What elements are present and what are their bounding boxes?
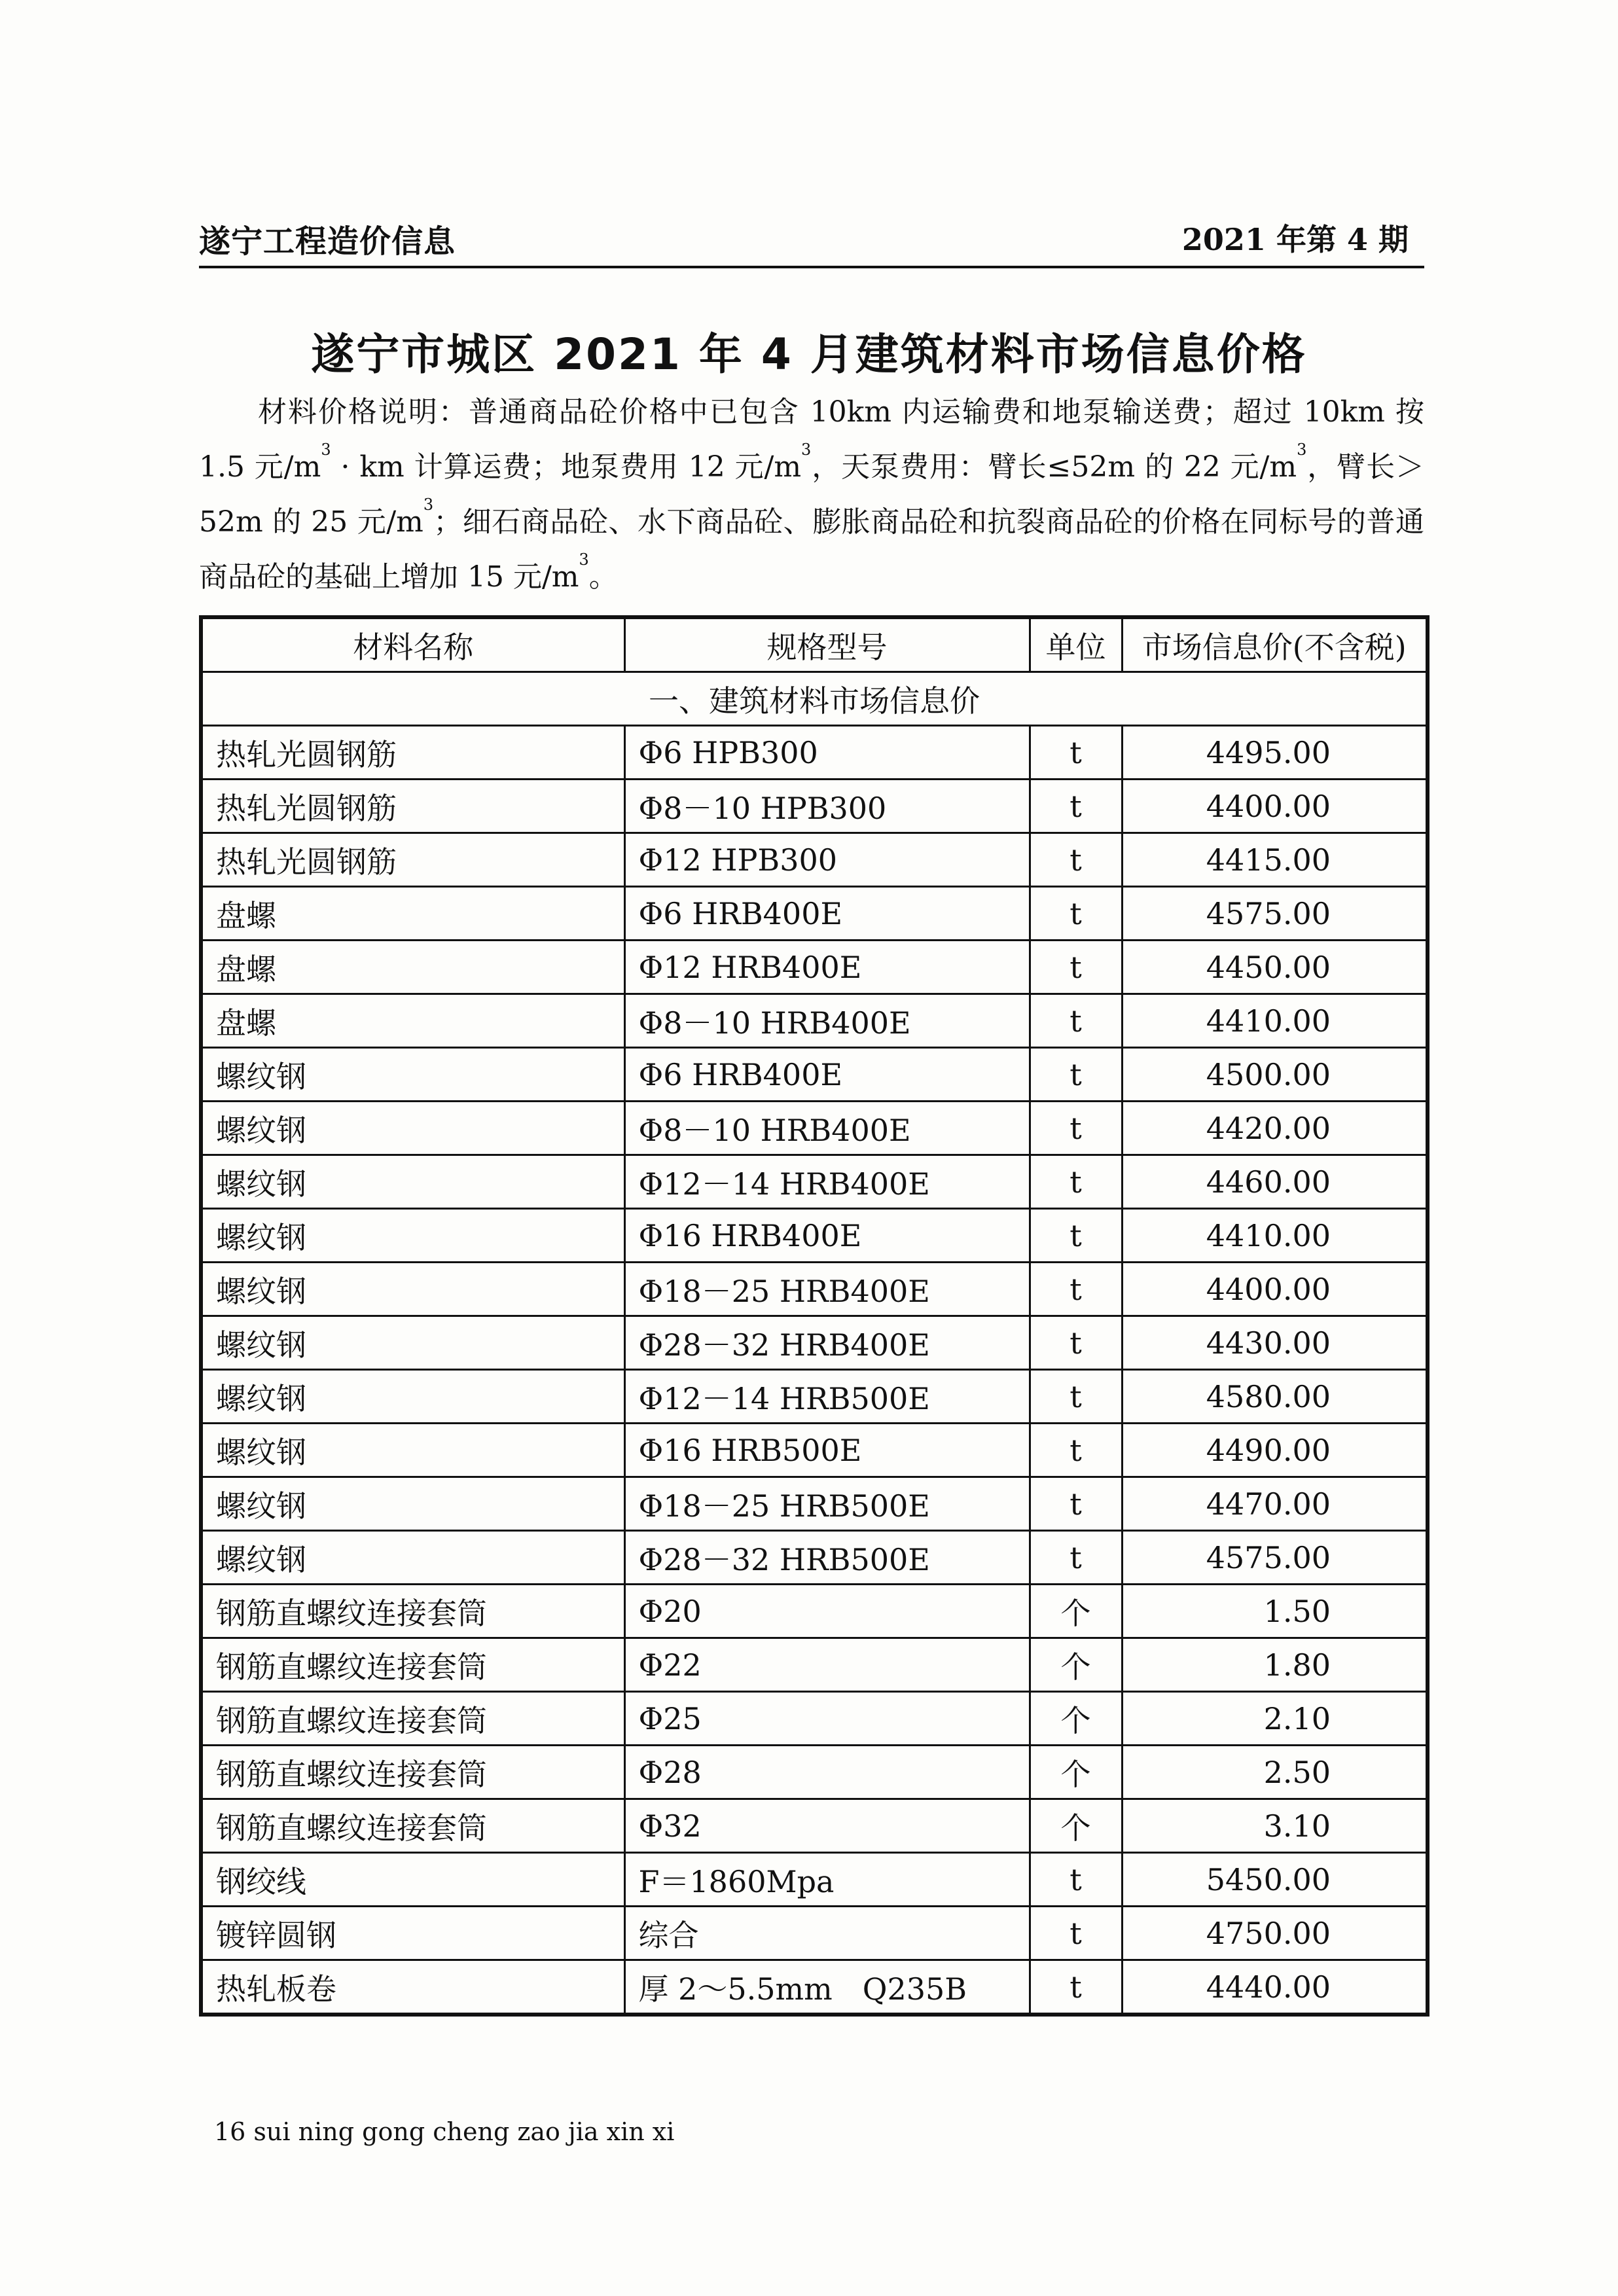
- cell-price: 4430.00: [1122, 1316, 1428, 1370]
- cell-unit: t: [1030, 887, 1122, 941]
- cell-unit: 个: [1030, 1692, 1122, 1746]
- cell-price: 2.10: [1122, 1692, 1428, 1746]
- cell-unit: t: [1030, 1960, 1122, 2015]
- desc-part: 。: [588, 560, 618, 594]
- cell-spec: 综合: [624, 1907, 1030, 1960]
- cell-price: 1.50: [1122, 1585, 1428, 1638]
- cell-spec: F＝1860Mpa: [624, 1853, 1030, 1907]
- table-row: [201, 1799, 1428, 1853]
- cell-unit: 个: [1030, 1585, 1122, 1638]
- cell-name: 螺纹钢: [201, 1370, 624, 1424]
- cell-spec: Φ18－25 HRB500E: [624, 1477, 1030, 1531]
- cell-name: 螺纹钢: [201, 1155, 624, 1209]
- cell-name: 钢绞线: [201, 1853, 624, 1907]
- table-row: [201, 1209, 1428, 1263]
- page-title: 遂宁市城区 2021 年 4 月建筑材料市场信息价格: [311, 329, 1307, 380]
- col-header-price: 市场信息价(不含税): [1122, 617, 1428, 672]
- cell-name: 热轧光圆钢筋: [201, 780, 624, 833]
- table-row: [201, 1960, 1428, 2015]
- cell-name: 螺纹钢: [201, 1102, 624, 1155]
- cell-price: 4490.00: [1122, 1424, 1428, 1477]
- cell-name: 螺纹钢: [201, 1316, 624, 1370]
- cell-unit: t: [1030, 833, 1122, 887]
- cell-spec: Φ25: [624, 1692, 1030, 1746]
- table-row: [201, 1585, 1428, 1638]
- table-row: [201, 994, 1428, 1048]
- cell-price: 4575.00: [1122, 887, 1428, 941]
- cell-spec: Φ22: [624, 1638, 1030, 1692]
- table-row: [201, 1638, 1428, 1692]
- cell-name: 螺纹钢: [201, 1209, 624, 1263]
- table-row: [201, 1531, 1428, 1585]
- cell-spec: Φ12 HRB400E: [624, 941, 1030, 994]
- cell-price: 4750.00: [1122, 1907, 1428, 1960]
- table-row: [201, 1048, 1428, 1102]
- superscript: 3: [801, 440, 812, 459]
- col-header-unit: 单位: [1030, 617, 1122, 672]
- table-row: [201, 1370, 1428, 1424]
- cell-spec: Φ6 HRB400E: [624, 887, 1030, 941]
- table-row: [201, 1263, 1428, 1316]
- cell-name: 热轧光圆钢筋: [201, 833, 624, 887]
- cell-spec: Φ20: [624, 1585, 1030, 1638]
- cell-unit: t: [1030, 1102, 1122, 1155]
- cell-name: 盘螺: [201, 994, 624, 1048]
- cell-unit: t: [1030, 1370, 1122, 1424]
- cell-unit: t: [1030, 1531, 1122, 1585]
- cell-name: 钢筋直螺纹连接套筒: [201, 1746, 624, 1799]
- table-row: [201, 1155, 1428, 1209]
- price-description: [199, 385, 1424, 605]
- desc-part: 材料价格说明：普通商品砼价格中已包含 10km 内运输费和地泵输送费；超过 10km 按 1.5 元/m: [199, 395, 1424, 484]
- publication-name: 遂宁工程造价信息: [199, 223, 456, 260]
- cell-unit: t: [1030, 1209, 1122, 1263]
- cell-spec: Φ6 HRB400E: [624, 1048, 1030, 1102]
- cell-price: 4420.00: [1122, 1102, 1428, 1155]
- superscript: 3: [1297, 440, 1307, 459]
- cell-spec: Φ12－14 HRB400E: [624, 1155, 1030, 1209]
- table-row: [201, 1102, 1428, 1155]
- cell-spec: Φ16 HRB500E: [624, 1424, 1030, 1477]
- cell-spec: Φ28－32 HRB500E: [624, 1531, 1030, 1585]
- cell-price: 4410.00: [1122, 1209, 1428, 1263]
- col-header-name: 材料名称: [201, 617, 624, 672]
- cell-unit: t: [1030, 994, 1122, 1048]
- table-row: [201, 726, 1428, 780]
- cell-price: 4440.00: [1122, 1960, 1428, 2015]
- cell-price: 4400.00: [1122, 1263, 1428, 1316]
- cell-unit: 个: [1030, 1799, 1122, 1853]
- cell-name: 热轧光圆钢筋: [201, 726, 624, 780]
- cell-unit: 个: [1030, 1746, 1122, 1799]
- cell-price: 4410.00: [1122, 994, 1428, 1048]
- cell-spec: Φ28－32 HRB400E: [624, 1316, 1030, 1370]
- table-row: [201, 1692, 1428, 1746]
- section-title: 一、建筑材料市场信息价: [201, 672, 1428, 726]
- cell-price: 4415.00: [1122, 833, 1428, 887]
- cell-spec: Φ12 HPB300: [624, 833, 1030, 887]
- cell-unit: t: [1030, 941, 1122, 994]
- superscript: 3: [321, 440, 331, 459]
- desc-part: ；细石商品砼、水下商品砼、膨胀商品砼和抗裂商品砼的价格在同标号的普通商品砼的基础上增加 15 元/m: [199, 505, 1424, 594]
- cell-name: 螺纹钢: [201, 1424, 624, 1477]
- table-row: [201, 1424, 1428, 1477]
- cell-unit: t: [1030, 1907, 1122, 1960]
- cell-price: 4580.00: [1122, 1370, 1428, 1424]
- table-row: [201, 833, 1428, 887]
- cell-unit: t: [1030, 1853, 1122, 1907]
- cell-spec: Φ8－10 HRB400E: [624, 1102, 1030, 1155]
- cell-name: 热轧板卷: [201, 1960, 624, 2015]
- table-row: [201, 1907, 1428, 1960]
- cell-unit: t: [1030, 1424, 1122, 1477]
- cell-name: 钢筋直螺纹连接套筒: [201, 1638, 624, 1692]
- cell-spec: Φ6 HPB300: [624, 726, 1030, 780]
- cell-unit: t: [1030, 1477, 1122, 1531]
- cell-spec: Φ28: [624, 1746, 1030, 1799]
- desc-part: ，臂长＞52m 的 25 元/m: [199, 450, 1424, 539]
- table-row: [201, 887, 1428, 941]
- cell-price: 2.50: [1122, 1746, 1428, 1799]
- cell-price: 3.10: [1122, 1799, 1428, 1853]
- cell-spec: Φ18－25 HRB400E: [624, 1263, 1030, 1316]
- cell-unit: t: [1030, 780, 1122, 833]
- cell-price: 4575.00: [1122, 1531, 1428, 1585]
- table-row: [201, 1746, 1428, 1799]
- col-header-spec: 规格型号: [624, 617, 1030, 672]
- cell-name: 镀锌圆钢: [201, 1907, 624, 1960]
- cell-spec: Φ8－10 HRB400E: [624, 994, 1030, 1048]
- cell-name: 钢筋直螺纹连接套筒: [201, 1585, 624, 1638]
- cell-name: 螺纹钢: [201, 1048, 624, 1102]
- table-header-row: [201, 617, 1428, 672]
- table-row: [201, 941, 1428, 994]
- cell-name: 盘螺: [201, 941, 624, 994]
- cell-spec: Φ16 HRB400E: [624, 1209, 1030, 1263]
- desc-part: · km 计算运费；地泵费用 12 元/m: [331, 450, 802, 484]
- cell-unit: t: [1030, 726, 1122, 780]
- cell-name: 钢筋直螺纹连接套筒: [201, 1799, 624, 1853]
- cell-spec: Φ12－14 HRB500E: [624, 1370, 1030, 1424]
- cell-price: 4460.00: [1122, 1155, 1428, 1209]
- cell-spec: 厚 2～5.5mm Q235B: [624, 1960, 1030, 2015]
- cell-name: 盘螺: [201, 887, 624, 941]
- cell-price: 4495.00: [1122, 726, 1428, 780]
- superscript: 3: [579, 550, 589, 569]
- cell-spec: Φ8－10 HPB300: [624, 780, 1030, 833]
- cell-name: 螺纹钢: [201, 1477, 624, 1531]
- section-row: [201, 672, 1428, 726]
- cell-name: 螺纹钢: [201, 1531, 624, 1585]
- table-row: [201, 1853, 1428, 1907]
- cell-price: 4400.00: [1122, 780, 1428, 833]
- cell-unit: t: [1030, 1316, 1122, 1370]
- cell-price: 1.80: [1122, 1638, 1428, 1692]
- cell-unit: t: [1030, 1263, 1122, 1316]
- table-row: [201, 1477, 1428, 1531]
- price-table: [199, 615, 1429, 2017]
- table-row: [201, 1316, 1428, 1370]
- cell-unit: t: [1030, 1155, 1122, 1209]
- cell-price: 4500.00: [1122, 1048, 1428, 1102]
- cell-name: 钢筋直螺纹连接套筒: [201, 1692, 624, 1746]
- superscript: 3: [423, 495, 434, 514]
- issue-number: 2021 年第 4 期: [1181, 222, 1409, 257]
- header-divider: [199, 266, 1424, 268]
- cell-spec: Φ32: [624, 1799, 1030, 1853]
- desc-part: ，天泵费用：臂长≤52m 的 22 元/m: [811, 450, 1297, 484]
- page-footer: 16 sui ning gong cheng zao jia xin xi: [214, 2117, 675, 2146]
- cell-unit: 个: [1030, 1638, 1122, 1692]
- cell-price: 4470.00: [1122, 1477, 1428, 1531]
- table-row: [201, 780, 1428, 833]
- cell-price: 4450.00: [1122, 941, 1428, 994]
- cell-name: 螺纹钢: [201, 1263, 624, 1316]
- cell-unit: t: [1030, 1048, 1122, 1102]
- cell-price: 5450.00: [1122, 1853, 1428, 1907]
